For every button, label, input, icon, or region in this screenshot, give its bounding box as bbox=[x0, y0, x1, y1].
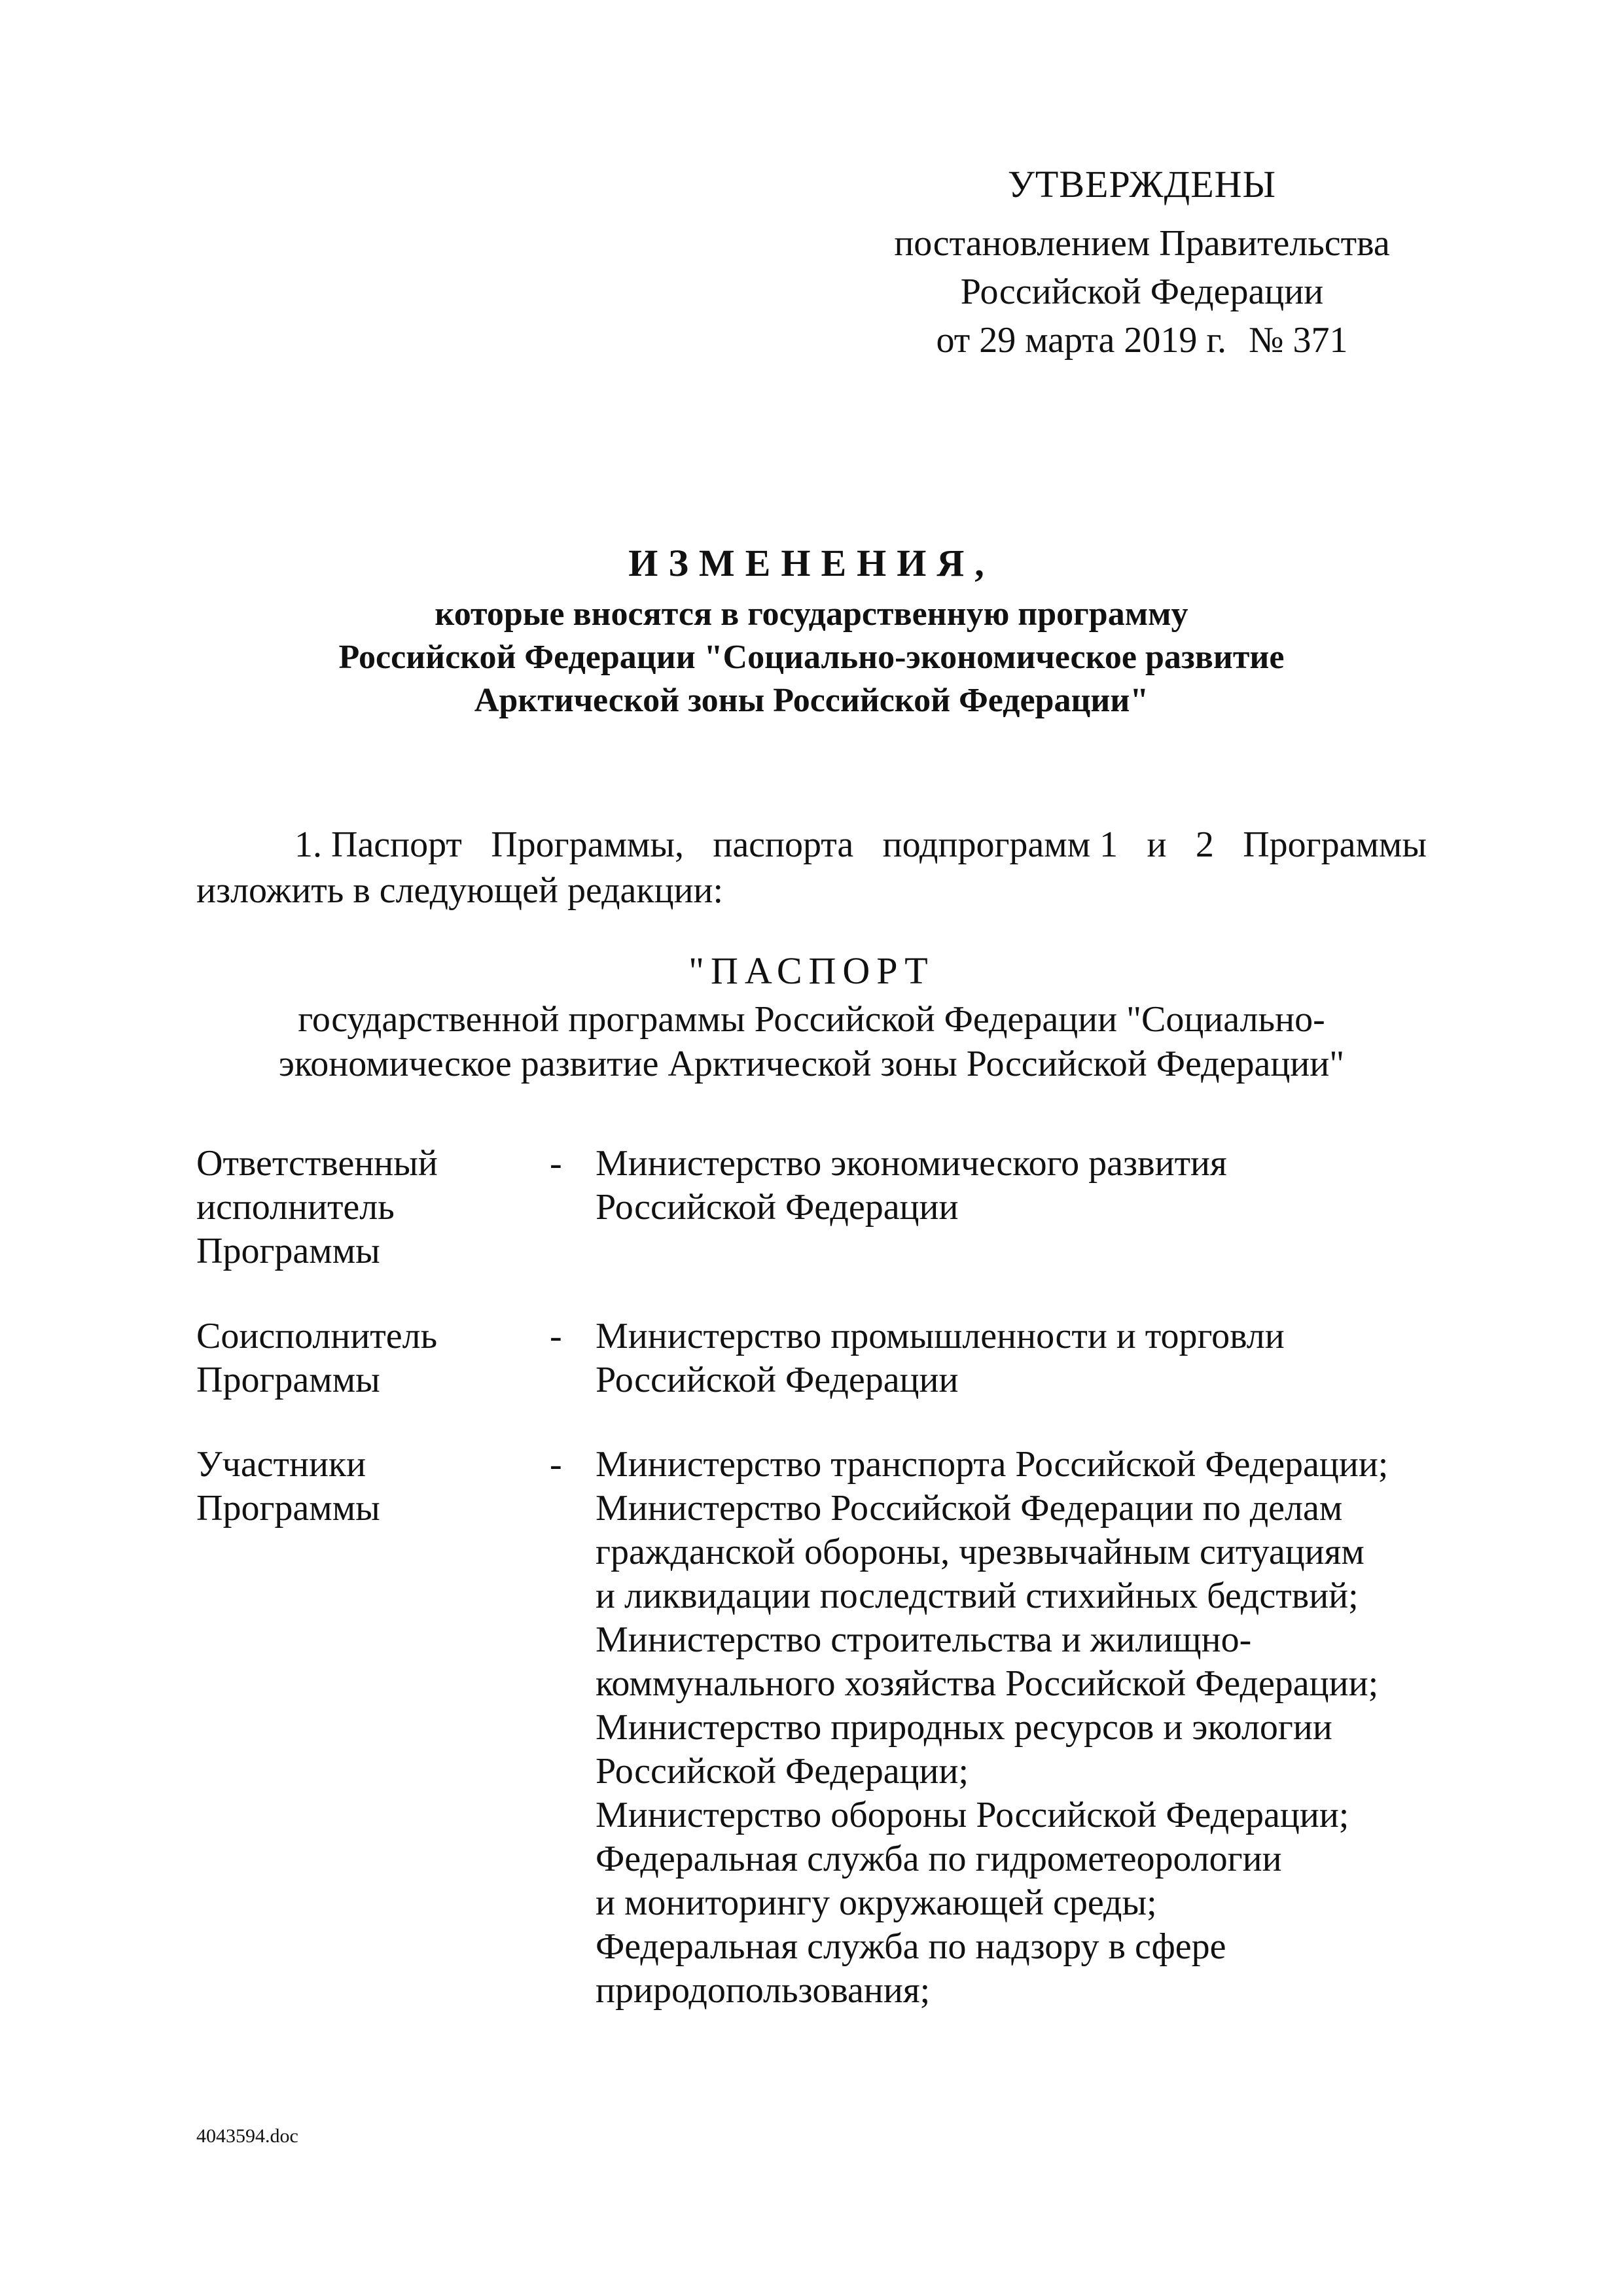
row-value-line: Министерство природных ресурсов и экологии bbox=[596, 1707, 1332, 1748]
title-line: которые вносятся в государственную программу bbox=[435, 595, 1188, 633]
row-value-line: Министерство Российской Федерации по делам bbox=[596, 1488, 1343, 1528]
row-value-line: Российской Федерации bbox=[596, 1187, 959, 1227]
paragraph-word: 2 bbox=[1195, 824, 1214, 865]
paragraph-word: подпрограмм 1 bbox=[882, 824, 1118, 865]
paragraph-line: изложить в следующей редакции: bbox=[196, 870, 724, 911]
passport-row-participants bbox=[196, 1443, 1440, 2013]
row-label bbox=[196, 1315, 550, 1402]
row-value-line: коммунального хозяйства Российской Федерации; bbox=[596, 1663, 1379, 1704]
paragraph-1 bbox=[196, 822, 1427, 913]
approval-heading: УТВЕРЖДЕНЫ bbox=[1007, 163, 1277, 205]
approval-number: № 371 bbox=[1249, 320, 1348, 361]
row-value bbox=[596, 1315, 1440, 1402]
row-value-line: Федеральная служба по гидрометеорологии bbox=[596, 1839, 1282, 1879]
approval-line: постановлением Правительства bbox=[894, 223, 1390, 264]
approval-date: от 29 марта 2019 г. bbox=[936, 320, 1227, 361]
passport-subtitle-line: государственной программы Российской Федерации "Социально- bbox=[298, 999, 1325, 1040]
title-heading: ИЗМЕНЕНИЯ, bbox=[628, 542, 995, 584]
paragraph-word: и bbox=[1147, 824, 1167, 865]
approval-stamp bbox=[870, 160, 1414, 364]
row-value-line: и ликвидации последствий стихийных бедствий; bbox=[596, 1576, 1359, 1616]
paragraph-word: 1. Паспорт bbox=[294, 824, 462, 865]
row-value-line: гражданской обороны, чрезвычайным ситуациям bbox=[596, 1532, 1364, 1572]
passport-subtitle-line: экономическое развитие Арктической зоны Российской Федерации" bbox=[278, 1044, 1345, 1084]
row-value-line: Министерство обороны Российской Федерации; bbox=[596, 1795, 1349, 1835]
row-value-line: Российской Федерации; bbox=[596, 1751, 969, 1792]
row-label-line: Участники bbox=[196, 1444, 366, 1485]
passport-heading: "ПАСПОРТ bbox=[688, 949, 935, 992]
row-value-line: Министерство экономического развития bbox=[596, 1143, 1227, 1184]
title-line: Российской Федерации "Социально-экономическое развитие bbox=[338, 639, 1285, 676]
row-value bbox=[596, 1443, 1440, 2013]
row-label-line: Программы bbox=[196, 1488, 380, 1528]
title-line: Арктической зоны Российской Федерации" bbox=[474, 682, 1149, 719]
row-label-line: исполнитель bbox=[196, 1187, 395, 1227]
passport-title bbox=[196, 949, 1427, 1086]
paragraph-line bbox=[196, 822, 1427, 868]
document-code: 4043594.doc bbox=[196, 2125, 298, 2147]
row-label bbox=[196, 1142, 550, 1273]
row-label-line: Программы bbox=[196, 1231, 380, 1271]
paragraph-word: Программы, bbox=[491, 824, 684, 865]
row-value-line: Министерство промышленности и торговли bbox=[596, 1316, 1285, 1356]
approval-line: Российской Федерации bbox=[960, 272, 1324, 312]
row-value-line: и мониторингу окружающей среды; bbox=[596, 1882, 1157, 1923]
paragraph-word: Программы bbox=[1243, 824, 1427, 865]
row-value bbox=[596, 1142, 1440, 1273]
row-dash: - bbox=[550, 1444, 562, 1485]
row-value-line: природопользования; bbox=[596, 1970, 931, 2011]
passport-row-coexecutor bbox=[196, 1315, 1440, 1402]
row-dash: - bbox=[550, 1143, 562, 1184]
row-label-line: Соисполнитель bbox=[196, 1316, 438, 1356]
row-dash: - bbox=[550, 1316, 562, 1356]
row-value-line: Министерство строительства и жилищно- bbox=[596, 1619, 1252, 1660]
row-value-line: Федеральная служба по надзору в сфере bbox=[596, 1926, 1226, 1967]
row-label-line: Ответственный bbox=[196, 1143, 438, 1184]
passport-row-responsible bbox=[196, 1142, 1440, 1273]
row-value-line: Министерство транспорта Российской Федерации; bbox=[596, 1444, 1389, 1485]
row-label bbox=[196, 1443, 550, 2013]
row-value-line: Российской Федерации bbox=[596, 1360, 959, 1400]
paragraph-word: паспорта bbox=[713, 824, 854, 865]
approval-date-line bbox=[870, 316, 1414, 364]
document-title bbox=[196, 542, 1427, 722]
row-label-line: Программы bbox=[196, 1360, 380, 1400]
